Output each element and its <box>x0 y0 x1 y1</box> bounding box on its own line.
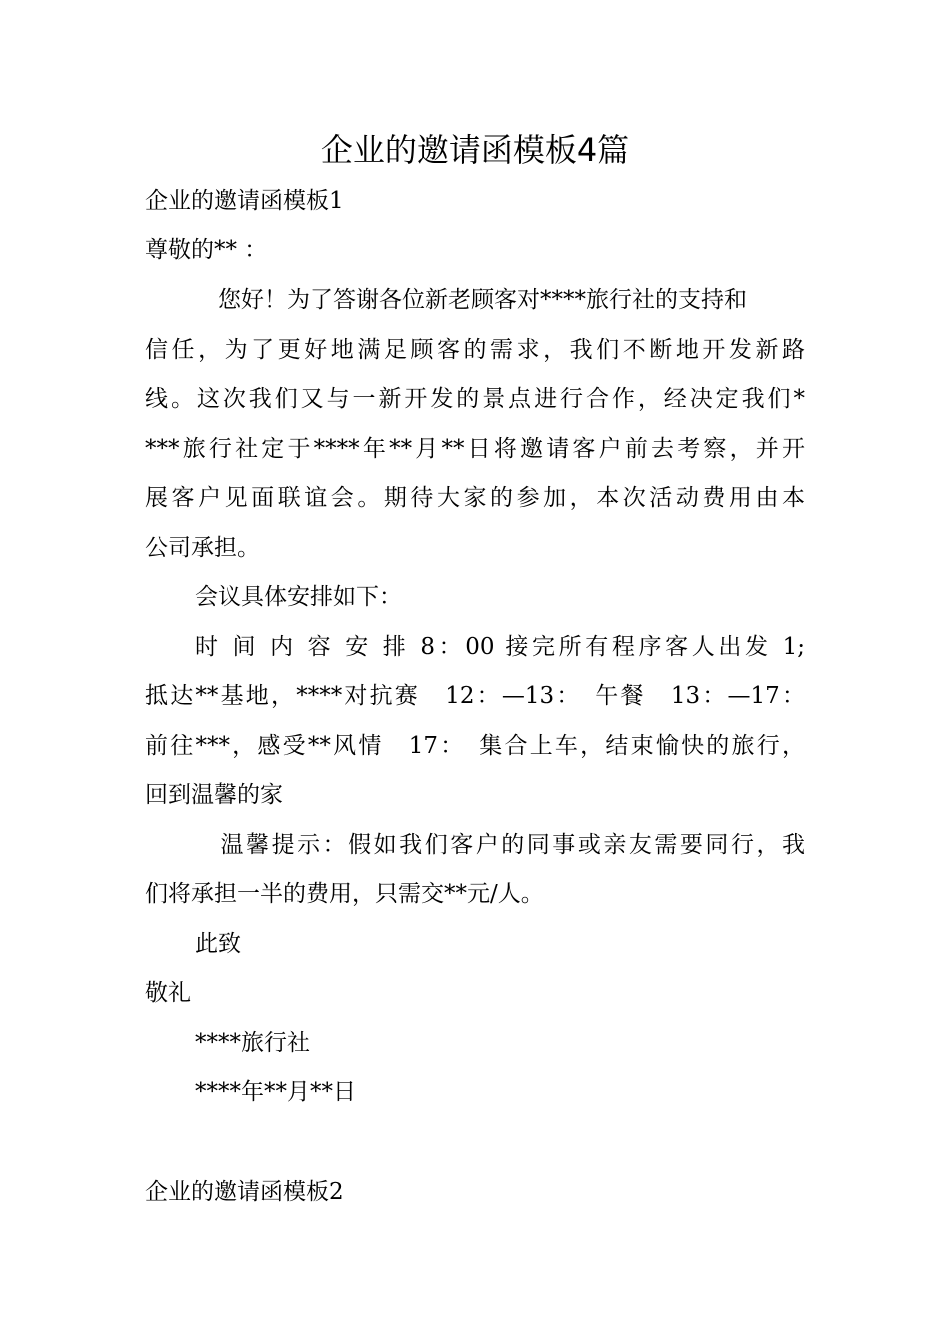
agenda-line: 抵达**基地，****对抗赛 12：—13： 午餐 13：—17： <box>145 683 805 709</box>
agenda-line: 回到温馨的家 <box>145 782 283 808</box>
paragraph-line: 您好！为了答谢各位新老顾客对****旅行社的支持和 <box>195 287 747 313</box>
agenda-intro: 会议具体安排如下： <box>195 584 402 610</box>
paragraph-line: 线。这次我们又与一新开发的景点进行合作，经决定我们* <box>145 386 805 412</box>
tip-line: 们将承担一半的费用，只需交**元/人。 <box>145 881 544 907</box>
document-title: 企业的邀请函模板4篇 <box>320 131 630 169</box>
sender-name: ****旅行社 <box>195 1030 310 1056</box>
section-heading-2: 企业的邀请函模板2 <box>145 1179 344 1205</box>
paragraph-line: 信任，为了更好地满足顾客的需求，我们不断地开发新路 <box>145 337 805 363</box>
closing-line: 此致 <box>195 931 241 957</box>
tip-line: 温馨提示：假如我们客户的同事或亲友需要同行，我 <box>195 832 805 858</box>
letter-date: ****年**月**日 <box>195 1079 356 1105</box>
section-heading-1: 企业的邀请函模板1 <box>145 188 344 214</box>
agenda-line: 前往***，感受**风情 17： 集合上车，结束愉快的旅行， <box>145 733 805 759</box>
salutation: 尊敬的** ： <box>145 237 268 263</box>
agenda-line: 时 间 内 容 安 排 8：00 接完所有程序客人出发 1; <box>195 634 805 660</box>
closing-line: 敬礼 <box>145 980 191 1006</box>
paragraph-line: 展客户见面联谊会。期待大家的参加，本次活动费用由本 <box>145 485 805 511</box>
paragraph-line: 公司承担。 <box>145 535 260 561</box>
paragraph-line: ***旅行社定于****年**月**日将邀请客户前去考察，并开 <box>145 436 805 462</box>
